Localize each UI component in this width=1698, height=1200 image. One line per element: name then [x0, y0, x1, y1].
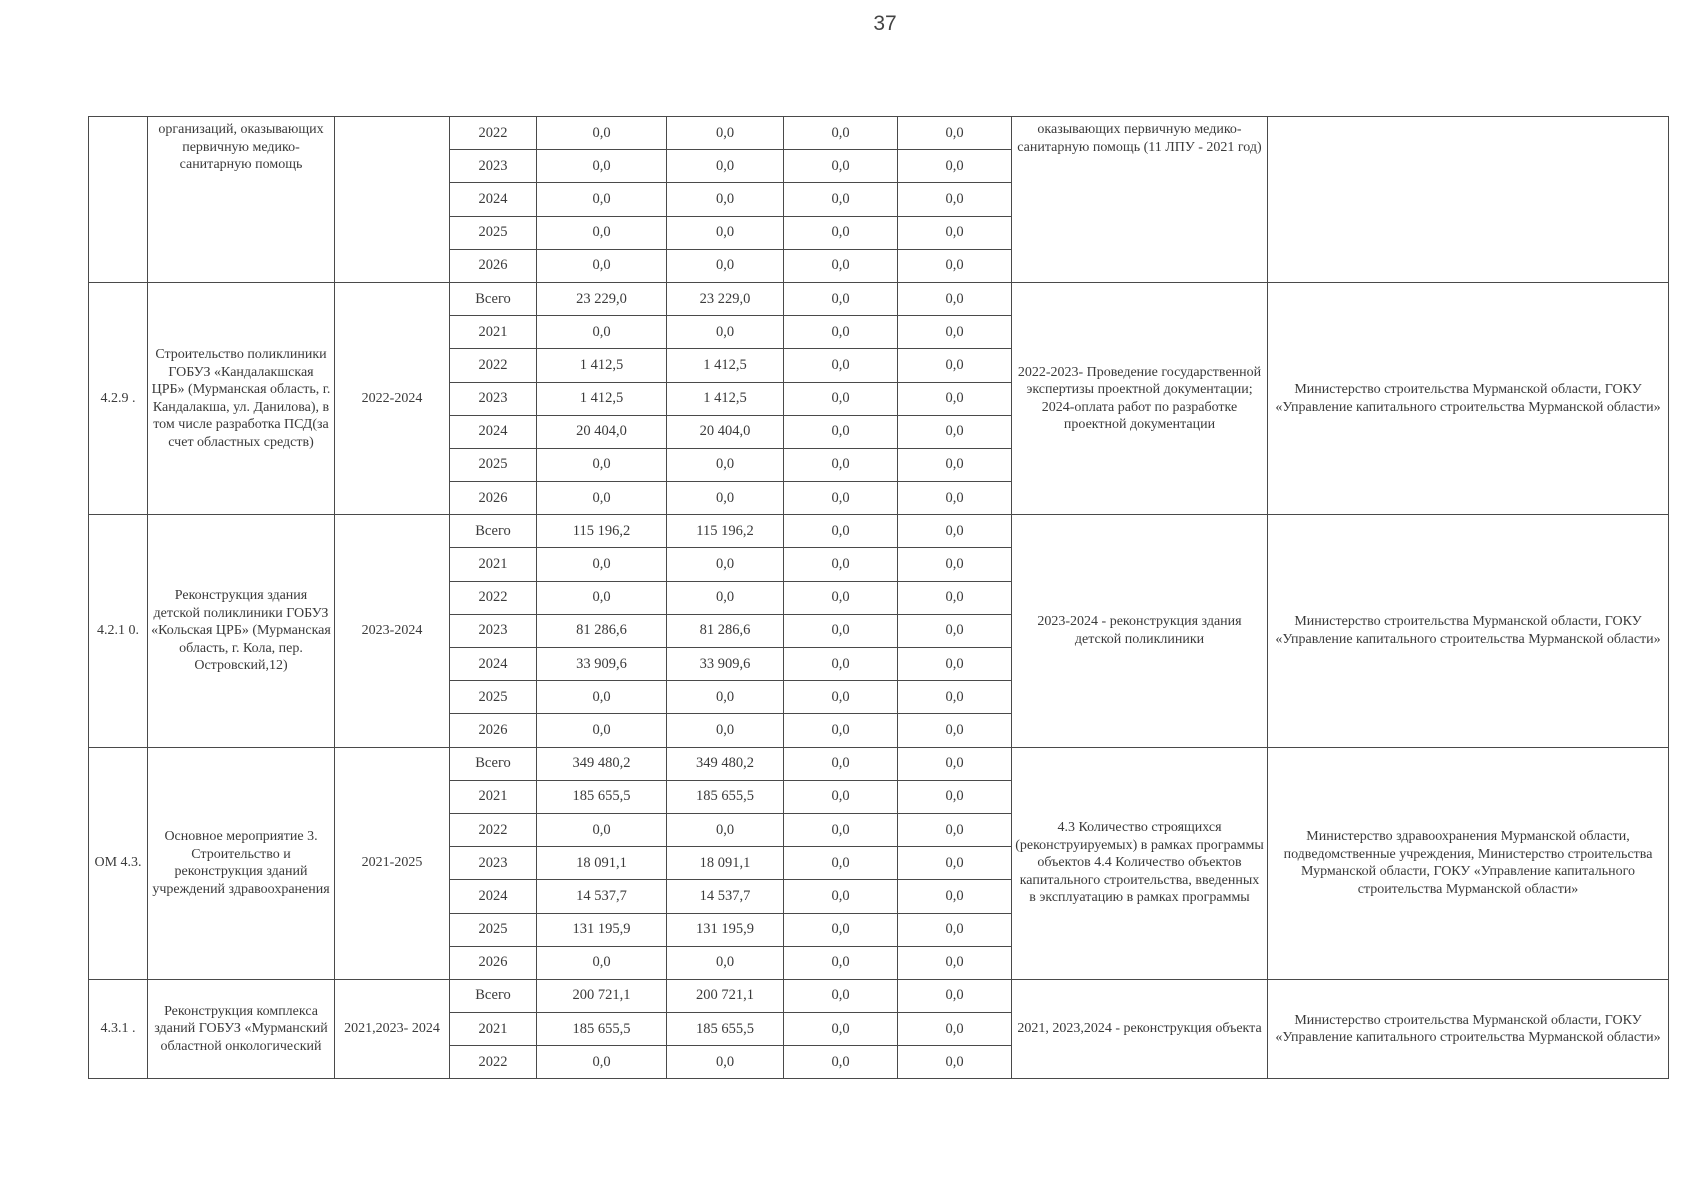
regional-budget-cell: 81 286,6: [667, 614, 784, 647]
total-funding-cell: 33 909,6: [537, 648, 667, 681]
federal-budget-cell: 0,0: [784, 913, 898, 946]
total-funding-cell: 1 412,5: [537, 382, 667, 415]
regional-budget-cell: 0,0: [667, 183, 784, 216]
federal-budget-cell: 0,0: [784, 349, 898, 382]
year-cell: 2024: [450, 183, 537, 216]
other-sources-cell: 0,0: [898, 979, 1012, 1012]
table-row: [89, 282, 1669, 315]
regional-budget-cell: 200 721,1: [667, 979, 784, 1012]
executor-cell: Министерство строительства Мурманской области, ГОКУ «Управление капитального строительства Мурманской области»: [1268, 979, 1669, 1079]
executor-cell: [1268, 117, 1669, 283]
regional-budget-cell: 115 196,2: [667, 515, 784, 548]
total-funding-cell: 0,0: [537, 150, 667, 183]
other-sources-cell: 0,0: [898, 282, 1012, 315]
total-funding-cell: 185 655,5: [537, 1013, 667, 1046]
regional-budget-cell: 349 480,2: [667, 747, 784, 780]
federal-budget-cell: 0,0: [784, 249, 898, 282]
federal-budget-cell: 0,0: [784, 216, 898, 249]
year-cell: 2022: [450, 581, 537, 614]
program-activities-table: [88, 116, 1669, 1079]
federal-budget-cell: 0,0: [784, 780, 898, 813]
year-cell: 2025: [450, 448, 537, 481]
regional-budget-cell: 0,0: [667, 249, 784, 282]
total-funding-cell: 349 480,2: [537, 747, 667, 780]
regional-budget-cell: 0,0: [667, 482, 784, 515]
federal-budget-cell: 0,0: [784, 813, 898, 846]
federal-budget-cell: 0,0: [784, 316, 898, 349]
regional-budget-cell: 0,0: [667, 548, 784, 581]
federal-budget-cell: 0,0: [784, 1046, 898, 1079]
other-sources-cell: 0,0: [898, 847, 1012, 880]
total-funding-cell: 81 286,6: [537, 614, 667, 647]
federal-budget-cell: 0,0: [784, 150, 898, 183]
table-row: [89, 117, 1669, 150]
other-sources-cell: 0,0: [898, 216, 1012, 249]
activity-code-cell: 4.2.1 0.: [89, 515, 148, 747]
other-sources-cell: 0,0: [898, 515, 1012, 548]
federal-budget-cell: 0,0: [784, 648, 898, 681]
activity-period-cell: 2021,2023- 2024: [335, 979, 450, 1079]
activity-name-cell: Основное мероприятие 3. Строительство и реконструкция зданий учреждений здравоохранения: [148, 747, 335, 979]
total-funding-cell: 0,0: [537, 581, 667, 614]
total-funding-cell: 0,0: [537, 216, 667, 249]
regional-budget-cell: 1 412,5: [667, 349, 784, 382]
other-sources-cell: 0,0: [898, 614, 1012, 647]
total-funding-cell: 0,0: [537, 249, 667, 282]
year-cell: 2024: [450, 880, 537, 913]
federal-budget-cell: 0,0: [784, 614, 898, 647]
federal-budget-cell: 0,0: [784, 515, 898, 548]
year-cell: 2025: [450, 913, 537, 946]
other-sources-cell: 0,0: [898, 747, 1012, 780]
other-sources-cell: 0,0: [898, 349, 1012, 382]
regional-budget-cell: 0,0: [667, 150, 784, 183]
total-funding-cell: 18 091,1: [537, 847, 667, 880]
regional-budget-cell: 0,0: [667, 681, 784, 714]
other-sources-cell: 0,0: [898, 714, 1012, 747]
other-sources-cell: 0,0: [898, 548, 1012, 581]
table-row: [89, 747, 1669, 780]
regional-budget-cell: 0,0: [667, 448, 784, 481]
page-number: 37: [873, 12, 897, 35]
total-funding-cell: 0,0: [537, 714, 667, 747]
federal-budget-cell: 0,0: [784, 681, 898, 714]
other-sources-cell: 0,0: [898, 482, 1012, 515]
year-cell: 2021: [450, 780, 537, 813]
regional-budget-cell: 185 655,5: [667, 1013, 784, 1046]
year-cell: 2022: [450, 813, 537, 846]
other-sources-cell: 0,0: [898, 1013, 1012, 1046]
other-sources-cell: 0,0: [898, 813, 1012, 846]
total-funding-cell: 115 196,2: [537, 515, 667, 548]
year-cell: 2024: [450, 415, 537, 448]
other-sources-cell: 0,0: [898, 946, 1012, 979]
other-sources-cell: 0,0: [898, 880, 1012, 913]
other-sources-cell: 0,0: [898, 1046, 1012, 1079]
other-sources-cell: 0,0: [898, 581, 1012, 614]
federal-budget-cell: 0,0: [784, 714, 898, 747]
regional-budget-cell: 18 091,1: [667, 847, 784, 880]
expected-result-cell: 2021, 2023,2024 - реконструкция объекта: [1012, 979, 1268, 1079]
federal-budget-cell: 0,0: [784, 847, 898, 880]
total-funding-cell: 0,0: [537, 183, 667, 216]
federal-budget-cell: 0,0: [784, 747, 898, 780]
year-cell: Всего: [450, 515, 537, 548]
total-funding-cell: 0,0: [537, 482, 667, 515]
year-cell: 2022: [450, 349, 537, 382]
activity-name-cell: Реконструкция комплекса зданий ГОБУЗ «Мурманский областной онкологический: [148, 979, 335, 1079]
year-cell: 2026: [450, 946, 537, 979]
executor-cell: Министерство здравоохранения Мурманской области, подведомственные учреждения, Министерство строительства Мурманской области, ГОКУ «Управление капитального строительства Мурманской области»: [1268, 747, 1669, 979]
year-cell: 2022: [450, 117, 537, 150]
other-sources-cell: 0,0: [898, 117, 1012, 150]
federal-budget-cell: 0,0: [784, 548, 898, 581]
regional-budget-cell: 14 537,7: [667, 880, 784, 913]
year-cell: 2026: [450, 249, 537, 282]
year-cell: 2025: [450, 216, 537, 249]
regional-budget-cell: 185 655,5: [667, 780, 784, 813]
expected-result-cell: 2022-2023- Проведение государственной экспертизы проектной документации; 2024-оплата работ по разработке проектной документации: [1012, 282, 1268, 514]
federal-budget-cell: 0,0: [784, 1013, 898, 1046]
activity-name-cell: Строительство поликлиники ГОБУЗ «Кандалакшская ЦРБ» (Мурманская область, г. Кандалакша, ул. Данилова), в том числе разработка ПСД(за счет областных средств): [148, 282, 335, 514]
year-cell: 2023: [450, 847, 537, 880]
other-sources-cell: 0,0: [898, 382, 1012, 415]
year-cell: 2021: [450, 1013, 537, 1046]
other-sources-cell: 0,0: [898, 913, 1012, 946]
year-cell: 2023: [450, 150, 537, 183]
year-cell: 2025: [450, 681, 537, 714]
table-row: [89, 515, 1669, 548]
federal-budget-cell: 0,0: [784, 581, 898, 614]
year-cell: 2021: [450, 316, 537, 349]
other-sources-cell: 0,0: [898, 150, 1012, 183]
other-sources-cell: 0,0: [898, 415, 1012, 448]
year-cell: Всего: [450, 979, 537, 1012]
total-funding-cell: 1 412,5: [537, 349, 667, 382]
federal-budget-cell: 0,0: [784, 946, 898, 979]
activity-period-cell: [335, 117, 450, 283]
activity-code-cell: 4.3.1 .: [89, 979, 148, 1079]
total-funding-cell: 0,0: [537, 1046, 667, 1079]
total-funding-cell: 0,0: [537, 548, 667, 581]
federal-budget-cell: 0,0: [784, 415, 898, 448]
year-cell: 2024: [450, 648, 537, 681]
year-cell: 2022: [450, 1046, 537, 1079]
regional-budget-cell: 0,0: [667, 316, 784, 349]
total-funding-cell: 14 537,7: [537, 880, 667, 913]
regional-budget-cell: 0,0: [667, 581, 784, 614]
regional-budget-cell: 0,0: [667, 1046, 784, 1079]
year-cell: 2021: [450, 548, 537, 581]
activity-period-cell: 2021-2025: [335, 747, 450, 979]
year-cell: Всего: [450, 747, 537, 780]
regional-budget-cell: 0,0: [667, 946, 784, 979]
regional-budget-cell: 23 229,0: [667, 282, 784, 315]
total-funding-cell: 0,0: [537, 448, 667, 481]
federal-budget-cell: 0,0: [784, 979, 898, 1012]
total-funding-cell: 0,0: [537, 813, 667, 846]
year-cell: Всего: [450, 282, 537, 315]
regional-budget-cell: 0,0: [667, 216, 784, 249]
other-sources-cell: 0,0: [898, 183, 1012, 216]
other-sources-cell: 0,0: [898, 316, 1012, 349]
activity-name-cell: организаций, оказывающих первичную медико-санитарную помощь: [148, 117, 335, 283]
federal-budget-cell: 0,0: [784, 880, 898, 913]
federal-budget-cell: 0,0: [784, 448, 898, 481]
expected-result-cell: оказывающих первичную медико-санитарную помощь (11 ЛПУ - 2021 год): [1012, 117, 1268, 283]
total-funding-cell: 20 404,0: [537, 415, 667, 448]
year-cell: 2023: [450, 382, 537, 415]
total-funding-cell: 0,0: [537, 316, 667, 349]
regional-budget-cell: 131 195,9: [667, 913, 784, 946]
total-funding-cell: 200 721,1: [537, 979, 667, 1012]
year-cell: 2026: [450, 482, 537, 515]
other-sources-cell: 0,0: [898, 648, 1012, 681]
activity-code-cell: ОМ 4.3.: [89, 747, 148, 979]
federal-budget-cell: 0,0: [784, 117, 898, 150]
regional-budget-cell: 0,0: [667, 714, 784, 747]
total-funding-cell: 185 655,5: [537, 780, 667, 813]
executor-cell: Министерство строительства Мурманской области, ГОКУ «Управление капитального строительства Мурманской области»: [1268, 515, 1669, 747]
activity-period-cell: 2022-2024: [335, 282, 450, 514]
expected-result-cell: 2023-2024 - реконструкция здания детской поликлиники: [1012, 515, 1268, 747]
total-funding-cell: 131 195,9: [537, 913, 667, 946]
other-sources-cell: 0,0: [898, 681, 1012, 714]
activity-period-cell: 2023-2024: [335, 515, 450, 747]
regional-budget-cell: 0,0: [667, 813, 784, 846]
regional-budget-cell: 20 404,0: [667, 415, 784, 448]
year-cell: 2026: [450, 714, 537, 747]
other-sources-cell: 0,0: [898, 249, 1012, 282]
regional-budget-cell: 0,0: [667, 117, 784, 150]
table-row: [89, 979, 1669, 1012]
total-funding-cell: 23 229,0: [537, 282, 667, 315]
federal-budget-cell: 0,0: [784, 482, 898, 515]
total-funding-cell: 0,0: [537, 117, 667, 150]
regional-budget-cell: 33 909,6: [667, 648, 784, 681]
year-cell: 2023: [450, 614, 537, 647]
regional-budget-cell: 1 412,5: [667, 382, 784, 415]
activity-code-cell: 4.2.9 .: [89, 282, 148, 514]
total-funding-cell: 0,0: [537, 946, 667, 979]
other-sources-cell: 0,0: [898, 780, 1012, 813]
expected-result-cell: 4.3 Количество строящихся (реконструируемых) в рамках программы объектов 4.4 Количество объектов капитального строительства, введенных в эксплуатацию в рамках программы: [1012, 747, 1268, 979]
federal-budget-cell: 0,0: [784, 183, 898, 216]
other-sources-cell: 0,0: [898, 448, 1012, 481]
federal-budget-cell: 0,0: [784, 282, 898, 315]
executor-cell: Министерство строительства Мурманской области, ГОКУ «Управление капитального строительства Мурманской области»: [1268, 282, 1669, 514]
activity-code-cell: [89, 117, 148, 283]
total-funding-cell: 0,0: [537, 681, 667, 714]
federal-budget-cell: 0,0: [784, 382, 898, 415]
activity-name-cell: Реконструкция здания детской поликлиники ГОБУЗ «Кольская ЦРБ» (Мурманская область, г. Кола, пер. Островский,12): [148, 515, 335, 747]
